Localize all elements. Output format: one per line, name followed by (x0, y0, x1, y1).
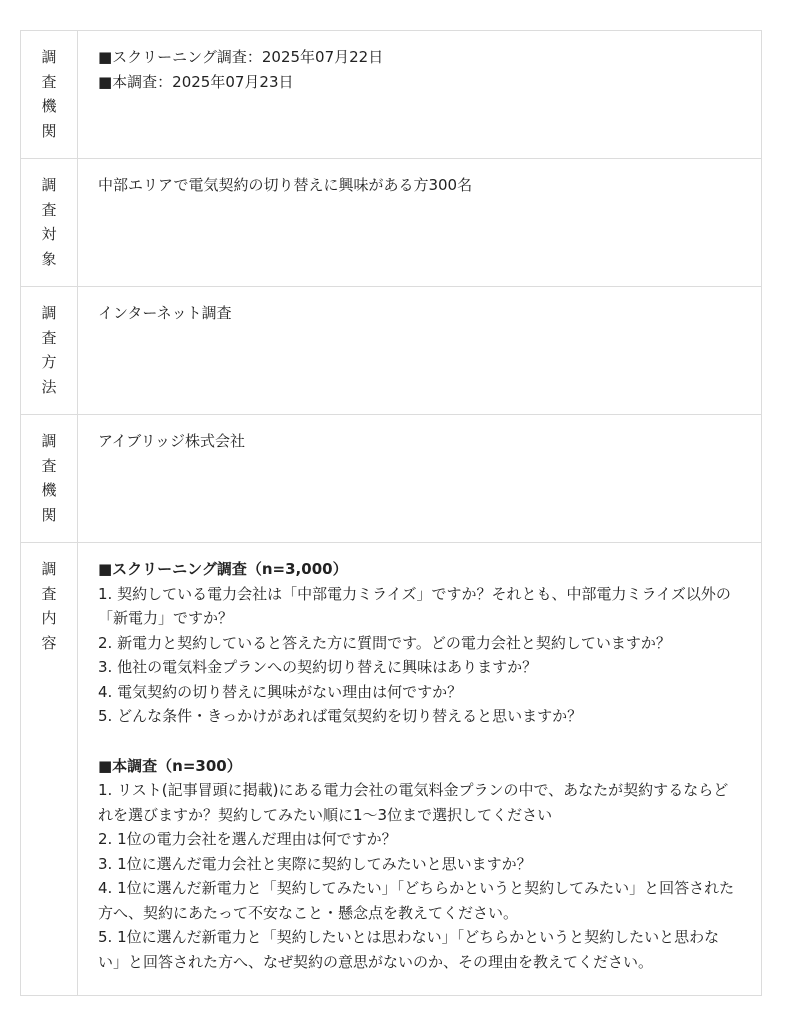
row-label: 調査内容 (41, 560, 57, 652)
row-label: 調査機関 (41, 48, 57, 140)
survey-overview-table (20, 30, 762, 996)
main-survey-question: 3. 1位に選んだ電力会社と実際に契約してみたいと思いますか？ (98, 854, 532, 873)
survey-organization-text: アイブリッジ株式会社 (98, 432, 246, 450)
row-label-cell (21, 31, 78, 159)
screening-question: 2. 新電力と契約していると答えた方に質問です。どの電力会社と契約していますか？ (98, 633, 671, 652)
row-label-cell (21, 287, 78, 415)
row-label-cell (21, 543, 78, 996)
screening-question: 4. 電気契約の切り替えに興味がない理由は何ですか？ (98, 682, 463, 701)
screening-question: 1. 契約している電力会社は「中部電力ミライズ」ですか？それとも、中部電力ミライズ以外の「新電力」ですか？ (98, 584, 731, 627)
row-survey-method (21, 287, 762, 415)
survey-target-text: 中部エリアで電気契約の切り替えに興味がある方300名 (98, 176, 473, 194)
row-content-cell (78, 31, 762, 159)
row-label-cell (21, 415, 78, 543)
row-label: 調査対象 (41, 176, 57, 268)
screening-question: 3. 他社の電気料金プランへの契約切り替えに興味はありますか？ (98, 658, 538, 676)
row-label: 調査方法 (41, 304, 57, 396)
main-survey-question: 2. 1位の電力会社を選んだ理由は何ですか？ (98, 830, 397, 848)
row-content-cell (78, 159, 762, 287)
screening-date: ■スクリーニング調査：2025年07月22日 (98, 48, 384, 66)
row-label-cell (21, 159, 78, 287)
screening-question: 5. どんな条件・きっかけがあれば電気契約を切り替えると思いますか？ (98, 707, 583, 725)
section-spacer (98, 729, 741, 754)
row-survey-target (21, 159, 762, 287)
row-survey-organization (21, 415, 762, 543)
main-survey-question: 5. 1位に選んだ新電力と「契約したいとは思わない」「どちらかというと契約したいと思わない」と回答された方へ、なぜ契約の意思がないのか、その理由を教えてください。 (98, 928, 720, 971)
main-survey-question: 4. 1位に選んだ新電力と「契約してみたい」「どちらかというと契約してみたい」と回答された方へ、契約にあたって不安なこと・懸念点を教えてください。 (98, 879, 735, 922)
main-survey-heading: ■本調査（n=300） (98, 756, 242, 775)
row-content-cell (78, 287, 762, 415)
row-survey-period (21, 31, 762, 159)
main-survey-date: ■本調査：2025年07月23日 (98, 72, 294, 91)
screening-heading: ■スクリーニング調査（n=3,000） (98, 560, 348, 578)
main-survey-question: 1. リスト(記事冒頭に掲載)にある電力会社の電気料金プランの中で、あなたが契約するならどれを選びますか？契約してみたい順に1〜3位まで選択してください (98, 781, 729, 824)
row-content-cell (78, 415, 762, 543)
row-label: 調査機関 (41, 432, 57, 524)
row-survey-content (21, 543, 762, 996)
row-content-cell (78, 543, 762, 996)
survey-method-text: インターネット調査 (98, 304, 232, 322)
